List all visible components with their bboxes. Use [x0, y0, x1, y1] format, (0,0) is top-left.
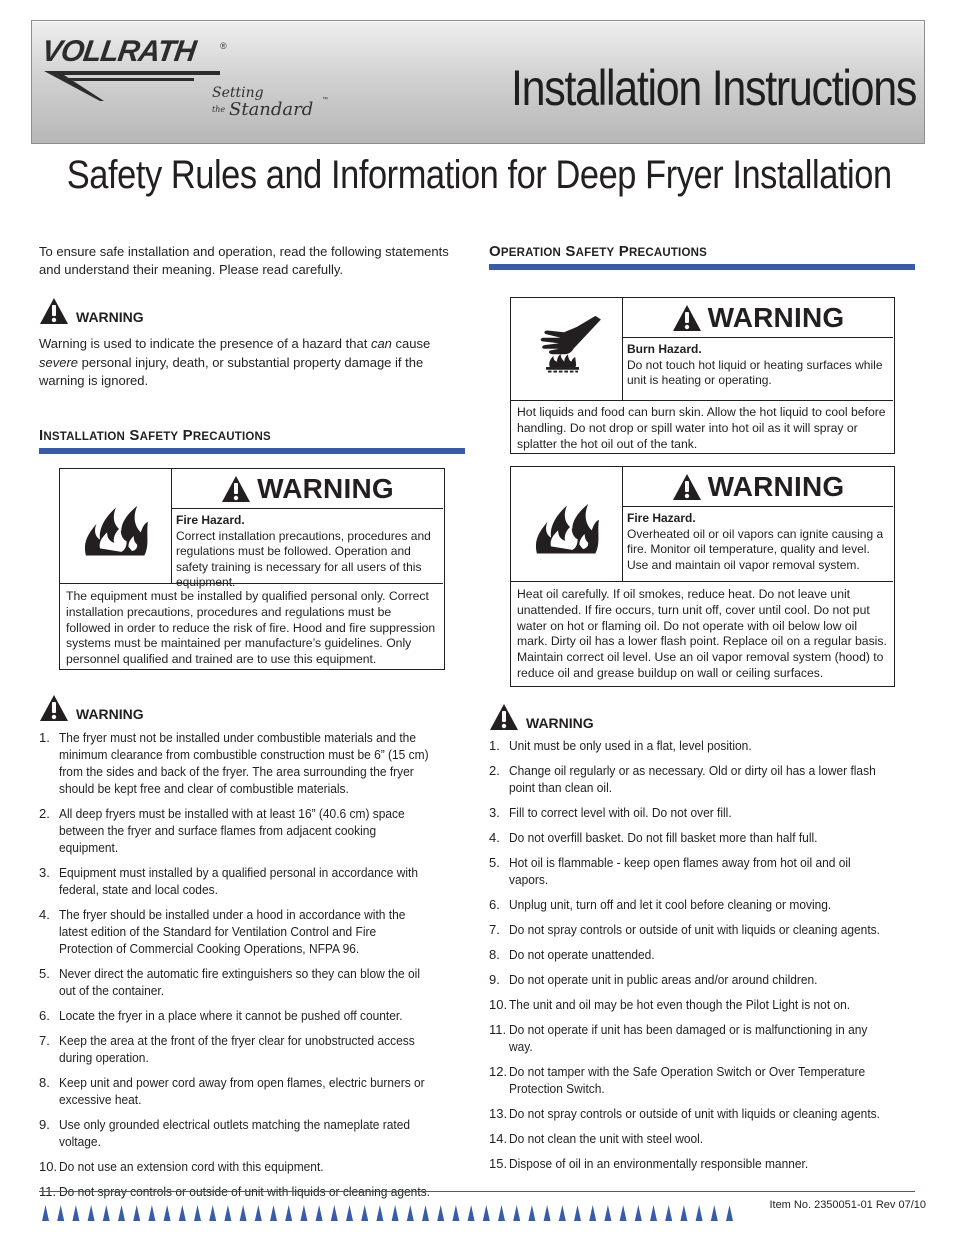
warning-triangle-icon: [672, 473, 702, 501]
list-item: [489, 971, 915, 988]
list-item-number: 4.: [39, 907, 50, 922]
footer-triangle: [300, 1205, 307, 1221]
logo-registered-mark: ®: [220, 41, 227, 51]
list-item-number: 12.: [489, 1064, 508, 1079]
warning-box-body: Hot liquids and food can burn skin. Allow the hot liquid to cool before handling. Do not drop or spill water into hot oil as it will spray or splatter the hot oil out of the tank.: [517, 405, 886, 451]
installation-warning-list: [39, 729, 465, 1200]
list-item: [489, 1130, 915, 1147]
list-item-text: Unplug unit, turn off and let it cool before cleaning or moving.: [509, 897, 832, 912]
warning-box-detail: [623, 507, 893, 582]
warning-definition-header: [39, 295, 465, 325]
list-item-number: 3.: [39, 865, 50, 880]
list-item: [489, 1021, 915, 1055]
footer-triangle: [392, 1205, 399, 1221]
footer-triangle: [255, 1205, 262, 1221]
warning-box-body: Heat oil carefully. If oil smokes, reduce heat. Do not leave unit unattended. If fire occurs, turn unit off, cover until cool. Do not put water on hot or flaming oil. Do not operate with oil below low oil mark. Dirty oil has a lower flash point. Replace oil on a regular basis. Maintain correct oil level. Use an oil vapor removal system (hood) to reduce oil and grease buildup on wall or ceiling surfaces.: [517, 587, 887, 680]
list-item-number: 3.: [489, 805, 500, 820]
list-item-number: 7.: [39, 1033, 50, 1048]
list-item-text: Equipment must installed by a qualified personal in accordance with federal, state and local codes.: [59, 865, 419, 897]
footer-triangle: [346, 1205, 353, 1221]
list-item-text: Do not operate unit in public areas and/or around children.: [509, 972, 818, 987]
tagline-the: the: [212, 105, 226, 114]
list-item: [489, 829, 915, 846]
warning-box-title: WARNING: [707, 301, 845, 333]
footer-triangle-border: [39, 1204, 739, 1222]
footer-triangle: [620, 1205, 627, 1221]
list-item-text: Do not operate unattended.: [509, 947, 655, 962]
list-item: [39, 805, 465, 856]
list-item-number: 6.: [489, 897, 500, 912]
operation-warning-list: [489, 737, 915, 1172]
list-item-text: Do not use an extension cord with this equipment.: [59, 1159, 324, 1174]
list-item-number: 8.: [39, 1075, 50, 1090]
footer-triangle: [42, 1205, 49, 1221]
fire-hazard-icon-cell: [60, 469, 172, 584]
tagline-trademark: ™: [322, 97, 328, 103]
footer-triangle: [726, 1205, 733, 1221]
list-item-text: Do not spray controls or outside of unit with liquids or cleaning agents.: [509, 1106, 880, 1121]
footer-triangle: [559, 1205, 566, 1221]
list-item: [489, 921, 915, 938]
footer-triangle: [209, 1205, 216, 1221]
list-item: [489, 1063, 915, 1097]
warning-box-body: The equipment must be installed by qualified personal only. Correct installation precautions, procedures and regulations must be followed in order to reduce the risk of fire. Hood and fire suppression systems must be maintained per manufacture’s guidelines. Only personnel qualified and trained are to use this equipment.: [66, 589, 436, 667]
list-item: [489, 1105, 915, 1122]
list-item: [39, 1074, 465, 1108]
list-item-number: 4.: [489, 830, 500, 845]
list-item-number: 11.: [39, 1184, 57, 1199]
right-column: [489, 243, 915, 270]
page-title: Safety Rules and Information for Deep Fryer Installation: [66, 153, 892, 197]
list-item-text: Use only grounded electrical outlets matching the nameplate rated voltage.: [59, 1117, 411, 1149]
warning-box-title: WARNING: [257, 472, 394, 504]
list-item-number: 10.: [489, 997, 508, 1012]
footer-triangle: [57, 1205, 64, 1221]
footer-triangle: [376, 1205, 383, 1221]
footer-triangle: [285, 1205, 292, 1221]
footer-triangle: [589, 1205, 596, 1221]
list-item: [489, 896, 915, 913]
footer-divider: [39, 1191, 915, 1192]
footer-triangle: [544, 1205, 551, 1221]
list-item-number: 14.: [489, 1131, 508, 1146]
operation-warnings-section: [489, 701, 915, 1180]
hazard-text: Overheated oil or oil vapors can ignite causing a fire. Monitor oil temperature, quality and level. Use and maintain oil vapor removal system.: [627, 526, 884, 572]
footer-triangle: [72, 1205, 79, 1221]
list-item-text: Do not overfill basket. Do not fill basket more than half full.: [509, 830, 818, 845]
list-item-text: Do not clean the unit with steel wool.: [509, 1131, 704, 1146]
footer-triangle: [696, 1205, 703, 1221]
footer-triangle: [711, 1205, 718, 1221]
footer-triangle: [240, 1205, 247, 1221]
hazard-title: Fire Hazard.: [176, 513, 245, 527]
warning-box-detail: [172, 509, 443, 589]
footer-triangle: [331, 1205, 338, 1221]
list-item-text: Locate the fryer in a place where it cannot be pushed off counter.: [59, 1008, 403, 1023]
footer-triangle: [179, 1205, 186, 1221]
footer-triangle: [361, 1205, 368, 1221]
fire-hazard-icon: [526, 495, 608, 557]
tagline-setting: Setting: [212, 85, 264, 101]
footer-triangle: [513, 1205, 520, 1221]
warning-triangle-icon: [672, 304, 702, 332]
warning-triangle-icon: [221, 475, 251, 503]
footer-triangle: [407, 1205, 414, 1221]
list-item: [489, 762, 915, 796]
footer-triangle: [133, 1205, 140, 1221]
footer-triangle: [270, 1205, 277, 1221]
hazard-title: Burn Hazard.: [627, 342, 702, 356]
list-item-number: 1.: [489, 738, 500, 753]
list-item-number: 13.: [489, 1106, 508, 1121]
list-item-text: The unit and oil may be hot even though the Pilot Light is not on.: [509, 997, 851, 1012]
list-item-number: 15.: [489, 1156, 508, 1171]
list-item-text: Unit must be only used in a flat, level position.: [509, 738, 752, 753]
logo-wordmark: VOLLRATH: [39, 35, 198, 68]
list-item-number: 5.: [489, 855, 500, 870]
list-item-text: The fryer should be installed under a hood in accordance with the latest edition of the Standard for Ventilation Control and Fire Protection of Commercial Cooking Operations, NFPA 96.: [59, 907, 406, 956]
left-column: [39, 243, 465, 454]
footer-triangle: [88, 1205, 95, 1221]
hazard-text: Do not touch hot liquid or heating surfaces while unit is heating or operating.: [627, 357, 883, 387]
list-item: [489, 737, 915, 754]
list-item-text: Do not tamper with the Safe Operation Switch or Over Temperature Protection Switch.: [509, 1064, 866, 1096]
operation-safety-heading: OPERATION SAFETY PRECAUTIONS: [489, 243, 915, 270]
footer-triangle: [468, 1205, 475, 1221]
footer-triangle: [164, 1205, 171, 1221]
list-warning-header: [489, 701, 915, 731]
burn-warning-box: [510, 297, 895, 454]
footer-triangle: [224, 1205, 231, 1221]
warning-triangle-icon: [39, 694, 69, 722]
list-item: [39, 1007, 465, 1024]
intro-text: To ensure safe installation and operation, read the following statements and understand their meaning. Please read carefully.: [39, 244, 449, 277]
installation-fire-warning-box: [59, 468, 445, 670]
list-item-number: 2.: [489, 763, 500, 778]
list-item-text: Change oil regularly or as necessary. Old or dirty oil has a lower flash point than clean oil.: [509, 763, 876, 795]
footer-triangle: [194, 1205, 201, 1221]
list-item: [489, 804, 915, 821]
installation-safety-heading: INSTALLATION SAFETY PRECAUTIONS: [39, 427, 465, 454]
footer-triangle: [650, 1205, 657, 1221]
footer-triangle: [103, 1205, 110, 1221]
list-item-number: 7.: [489, 922, 500, 937]
header-banner: [31, 20, 925, 144]
list-item-number: 8.: [489, 947, 500, 962]
warning-triangle-icon: [489, 703, 519, 731]
list-item-text: Do not operate if unit has been damaged or is malfunctioning in any way.: [509, 1022, 868, 1054]
list-item-text: Never direct the automatic fire extinguishers so they can blow the oil out of the container.: [59, 966, 420, 998]
list-item: [39, 729, 465, 797]
list-item: [39, 864, 465, 898]
footer-triangle: [316, 1205, 323, 1221]
list-item: [489, 854, 915, 888]
list-item-text: Fill to correct level with oil. Do not over fill.: [509, 805, 732, 820]
list-item-number: 11.: [489, 1022, 507, 1037]
oil-fire-warning-box: [510, 466, 895, 687]
tagline-standard: Standard: [229, 99, 314, 120]
installation-warnings-section: [39, 692, 465, 1208]
list-item: [39, 1032, 465, 1066]
list-item-number: 10.: [39, 1159, 58, 1174]
footer-triangle: [665, 1205, 672, 1221]
burn-hazard-icon: [531, 314, 605, 378]
list-item: [489, 946, 915, 963]
footer-triangle: [118, 1205, 125, 1221]
list-item: [489, 1155, 915, 1172]
warning-definition-text: Warning is used to indicate the presence of a hazard that can cause severe personal injury, death, or substantial property damage if the warning is ignored.: [39, 336, 431, 388]
warning-box-title: WARNING: [707, 470, 845, 502]
list-item-text: Do not spray controls or outside of unit with liquids or cleaning agents.: [59, 1184, 430, 1199]
footer-triangle: [498, 1205, 505, 1221]
list-item-number: 5.: [39, 966, 50, 981]
warning-triangle-icon: [39, 297, 69, 325]
warning-box-header: [623, 298, 893, 338]
list-item-text: Keep unit and power cord away from open flames, electric burners or excessive heat.: [59, 1075, 425, 1107]
footer-triangle: [604, 1205, 611, 1221]
footer-triangle: [483, 1205, 490, 1221]
warning-label: WARNING: [76, 309, 144, 325]
list-warning-label: WARNING: [76, 706, 144, 722]
list-item: [39, 1158, 465, 1175]
footer-triangle: [635, 1205, 642, 1221]
list-item-text: Do not spray controls or outside of unit with liquids or cleaning agents.: [509, 922, 880, 937]
warning-box-header: [172, 469, 443, 509]
hazard-text: Correct installation precautions, procedures and regulations must be followed. Operation and safety training is necessary for all users of this equipment.: [176, 528, 431, 589]
vollrath-logo: [39, 35, 232, 95]
list-item: [489, 996, 915, 1013]
list-item-number: 6.: [39, 1008, 50, 1023]
warning-box-header: [623, 467, 893, 507]
list-warning-label: WARNING: [526, 715, 594, 731]
list-item-text: Keep the area at the front of the fryer clear for unobstructed access during operation.: [59, 1033, 415, 1065]
list-item: [39, 1116, 465, 1150]
banner-title: Installation Instructions: [510, 60, 916, 116]
list-warning-header: [39, 692, 465, 722]
list-item-number: 1.: [39, 730, 50, 745]
fire-hazard-icon-cell: [511, 467, 623, 582]
hazard-title: Fire Hazard.: [627, 511, 696, 525]
warning-box-detail: [623, 338, 893, 401]
footer-triangle: [422, 1205, 429, 1221]
footer-triangle: [148, 1205, 155, 1221]
list-item-text: All deep fryers must be installed with at least 16” (40.6 cm) space between the fryer and surface flames from adjacent cooking equipment.: [59, 806, 405, 855]
list-item-text: Hot oil is flammable - keep open flames away from hot oil and oil vapors.: [509, 855, 851, 887]
list-item-text: Dispose of oil in an environmentally responsible manner.: [509, 1156, 809, 1171]
list-item-number: 2.: [39, 806, 50, 821]
list-item: [39, 906, 465, 957]
list-item-number: 9.: [39, 1117, 50, 1132]
item-number: Item No. 2350051-01 Rev 07/10: [769, 1199, 926, 1211]
logo-swoosh-icon: [44, 69, 224, 103]
list-item-text: The fryer must not be installed under combustible materials and the minimum clearance from combustible construction must be 6” (15 cm) from the sides and back of the fryer. The area surrounding the fryer should be kept free and clear of combustible materials.: [59, 730, 429, 796]
footer-triangle: [437, 1205, 444, 1221]
fire-hazard-icon: [75, 497, 157, 559]
footer-triangle: [680, 1205, 687, 1221]
list-item: [39, 965, 465, 999]
footer-triangle: [574, 1205, 581, 1221]
footer-triangle: [452, 1205, 459, 1221]
burn-hazard-icon-cell: [511, 298, 623, 401]
footer-triangle: [528, 1205, 535, 1221]
list-item-number: 9.: [489, 972, 500, 987]
